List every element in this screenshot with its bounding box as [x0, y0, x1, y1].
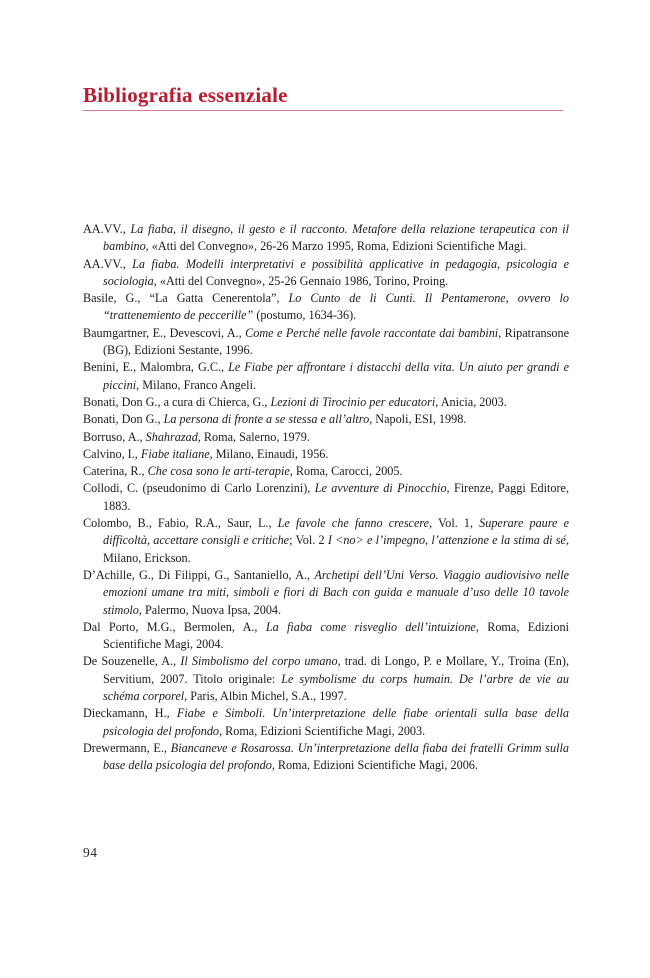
entry-text: , Roma, Edizioni Scientifiche Magi, 2003. [219, 723, 426, 738]
bibliography-entry [83, 359, 569, 394]
entry-text: ; Vol. 2 [289, 533, 328, 548]
entry-text: Borruso, A., [83, 429, 146, 444]
entry-text: , Roma, Edizioni Scientifiche Magi, 2004. [103, 619, 569, 652]
bibliography-entry [83, 619, 569, 654]
entry-text: Collodi, C. (pseudonimo di Carlo Lorenzini), [83, 481, 315, 496]
entry-text: Caterina, R., [83, 464, 148, 479]
entry-text: , Roma, Edizioni Scientifiche Magi, 2006. [271, 758, 478, 773]
page-footer [83, 844, 98, 862]
page-title: Bibliografia essenziale [83, 83, 288, 107]
work-title: Lo Cunto de li Cunti. Il Pentamerone, ovvero lo “trattenemiento de peccerille” [103, 291, 569, 323]
entry-text: , Roma, Salerno, 1979. [197, 429, 310, 444]
work-title: Biancaneve e Rosarossa. Un’interpretazione della fiaba dei fratelli Grimm sulla base della psicologia del profondo [103, 740, 569, 773]
entry-text: , «Atti del Convegno», 25-26 Gennaio 1986, Torino, Proing. [153, 273, 449, 288]
work-title: Come e Perché nelle favole raccontate dai bambini [245, 325, 499, 340]
bibliography-entry [83, 463, 569, 480]
entry-text: De Souzenelle, A., [83, 654, 181, 669]
entry-text: , «Atti del Convegno», 26-26 Marzo 1995, Roma, Edizioni Scientifiche Magi. [145, 239, 527, 254]
entry-text: Dal Porto, M.G., Bermolen, A., [83, 619, 266, 634]
entry-text: Drewermann, E., [83, 740, 171, 755]
entry-text: (postumo, 1634-36). [253, 308, 357, 323]
work-title: Archetipi dell’Uni Verso. Viaggio audiovisivo nelle emozioni umane tra miti, simboli e fiori di Bach con guida e manuale d’uso delle 10 tavole stimolo [103, 567, 569, 617]
heading-rule [83, 110, 563, 111]
bibliography-entry [83, 325, 569, 360]
entry-text: Benini, E., Malombra, G.C., [83, 360, 229, 375]
work-title: La fiaba. Modelli interpretativi e possibilità applicative in pedagogia, psicologia e sociologia [103, 256, 569, 288]
work-title: Che cosa sono le arti-terapie [147, 464, 290, 479]
work-title: I <no> e l’impegno, l’attenzione e la stima di sé [327, 533, 566, 548]
bibliography-list [83, 221, 569, 775]
work-title: Le symbolisme du corps humain. De l’arbre de vie au schéma corporel [103, 671, 569, 704]
bibliography-entry [83, 429, 569, 446]
entry-text: D’Achille, G., Di Filippi, G., Santaniello, A., [83, 567, 315, 582]
entry-text: Bonati, Don G., [83, 412, 164, 427]
bibliography-entry [83, 653, 569, 705]
bibliography-entry [83, 515, 569, 567]
work-title: Lezioni di Tirocinio per educatori [270, 394, 436, 409]
entry-text: , Ripatransone (BG), Edizioni Sestante, 1996. [103, 325, 569, 358]
work-title: Superare paure e difficoltà, accettare consigli e critiche [103, 516, 569, 548]
bibliography-entry [83, 480, 569, 515]
work-title: Fiabe italiane [140, 446, 210, 461]
entry-text: , Roma, Carocci, 2005. [289, 464, 403, 479]
entry-text: , Anicia, 2003. [435, 394, 507, 409]
entry-text: , Milano, Einaudi, 1956. [209, 446, 329, 461]
bibliography-entry [83, 446, 569, 463]
bibliography-entry [83, 740, 569, 775]
entry-text: Dieckamann, H., [83, 706, 177, 721]
entry-text: Bonati, Don G., a cura di Chierca, G., [83, 394, 271, 409]
work-title: La fiaba, il disegno, il gesto e il racconto. Metafore della relazione terapeutica con il bambino [103, 222, 569, 254]
entry-text: , Palermo, Nuova Ipsa, 2004. [138, 602, 282, 617]
entry-text: , Napoli, ESI, 1998. [369, 412, 467, 427]
work-title: Le avventure di Pinocchio [314, 481, 447, 496]
bibliography-entry [83, 394, 569, 411]
work-title: Le favole che fanno crescere [277, 516, 430, 531]
entry-text: , trad. di Longo, P. e Mollare, Y., Troina (En), Servitium, 2007. Titolo originale: [103, 654, 570, 686]
bibliography-entry [83, 256, 569, 291]
entry-text: , Milano, Franco Angeli. [136, 377, 256, 392]
work-title: Il Simbolismo del corpo umano [180, 654, 338, 669]
work-title: La persona di fronte a se stessa e all’altro [163, 412, 370, 427]
bibliography-entry [83, 290, 569, 325]
entry-text: AA.VV., [83, 222, 131, 236]
entry-text: , Milano, Erickson. [103, 533, 570, 565]
work-title: Le Fiabe per affrontare i distacchi della vita. Un aiuto per grandi e piccini [103, 360, 570, 392]
entry-text: , Paris, Albin Michel, S.A., 1997. [184, 689, 347, 704]
bibliography-entry [83, 411, 569, 428]
entry-text: Baumgartner, E., Devescovi, A., [83, 325, 246, 340]
bibliography-entry [83, 567, 569, 619]
entry-text: , Vol. 1, [429, 516, 480, 531]
page-header [83, 84, 569, 111]
entry-text: AA.VV., [83, 256, 133, 271]
entry-text: Colombo, B., Fabio, R.A., Saur, L., [83, 516, 278, 531]
entry-text: , Firenze, Paggi Editore, 1883. [103, 481, 569, 513]
bibliography-entry [83, 221, 569, 256]
bibliography-entry [83, 705, 569, 740]
entry-text: Calvino, I., [83, 446, 141, 461]
work-title: Shahrazad [145, 429, 198, 444]
entry-text: Basile, G., “La Gatta Cenerentola”, [83, 291, 289, 306]
work-title: Fiabe e Simboli. Un’interpretazione delle fiabe orientali sulla base della psicologia del profondo [103, 706, 570, 738]
work-title: La fiaba come risveglio dell’intuizione [265, 619, 476, 634]
page-number: 94 [83, 845, 98, 860]
